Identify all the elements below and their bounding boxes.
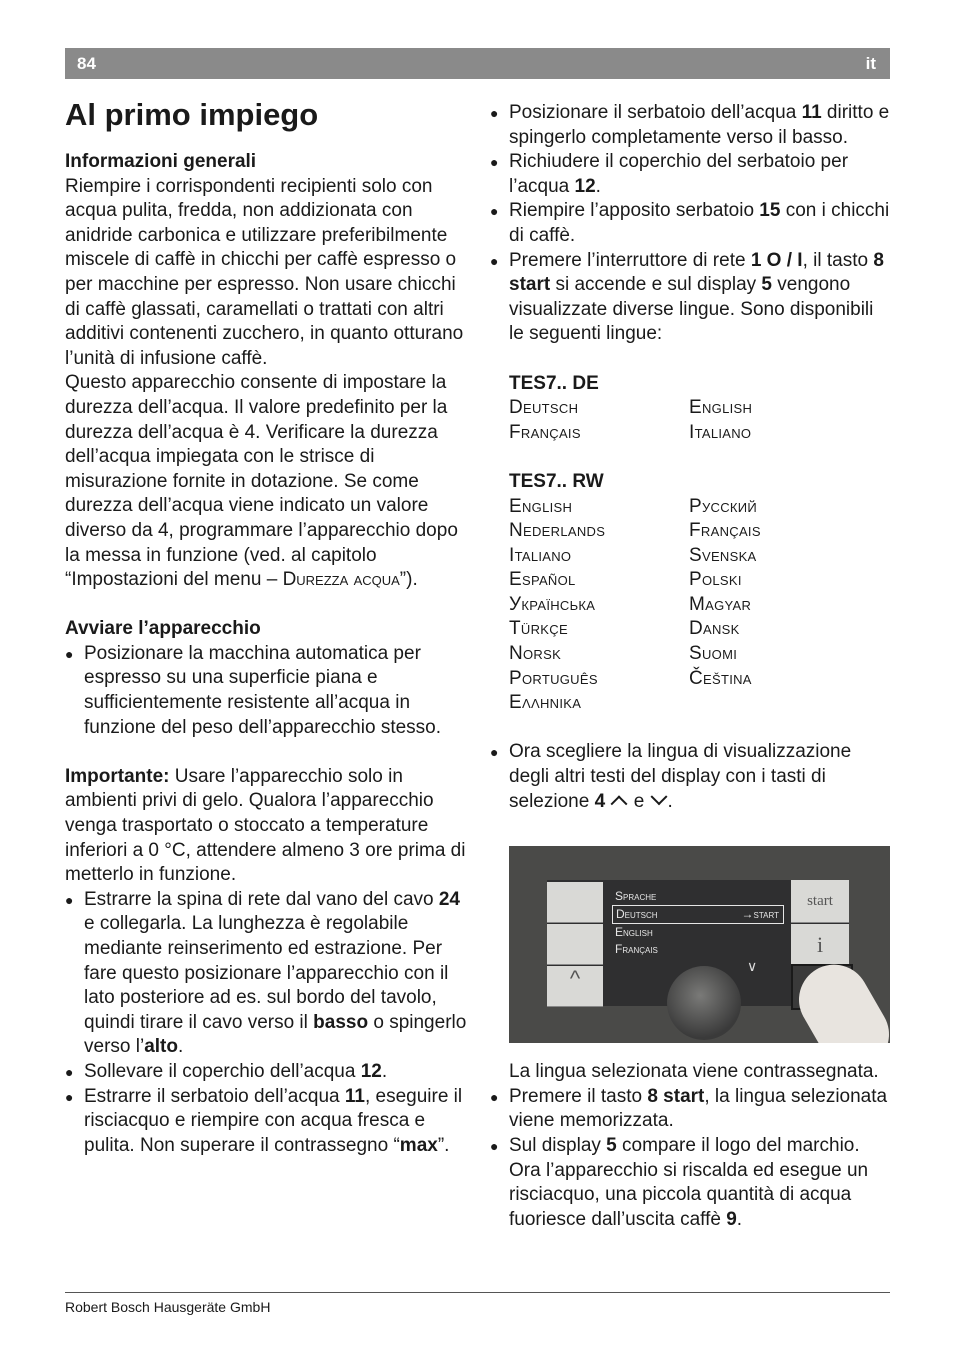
language-row (490, 593, 890, 618)
language-name: Nederlands (509, 520, 606, 542)
keyword: max (399, 1134, 438, 1156)
ref-number: 5 (761, 274, 772, 296)
up-button-icon: ^ (547, 966, 603, 1007)
keyword: 8 start (647, 1085, 705, 1107)
list-item: ● Posizionare la macchina automatica per espresso su una superficie piana e sufficientemente resistente all’acqua in funzione del peso dell’apparecchio stesso. (65, 642, 470, 740)
model-heading-de: TES7.. DE (509, 372, 599, 394)
display-selected-line (612, 905, 784, 924)
ref-number: 15 (759, 200, 781, 222)
text-run: Estrarre il serbatoio dell’acqua (84, 1085, 345, 1107)
page-header-bar (65, 48, 890, 79)
text-run: Usare l’apparecchio solo in ambienti privi di gelo. Qualora l’apparecchio venga trasportato o stoccato a temperature inferiori a 0 °C, attendere almeno 3 ore prima di metterlo in funzione. (65, 765, 466, 886)
rotary-knob (667, 966, 741, 1040)
language-name: Dansk (689, 618, 740, 640)
list-item (490, 1085, 890, 1134)
language-name: Français (509, 421, 581, 443)
language-name: Norsk (509, 643, 562, 665)
text-run: o spingerlo verso l’ (84, 1011, 467, 1058)
text-run: Sollevare il coperchio dell’acqua (84, 1060, 361, 1082)
language-row (490, 691, 890, 716)
text-run: . (736, 1208, 743, 1230)
text-run: , il tasto (802, 249, 874, 271)
ref-number: 24 (438, 888, 460, 910)
language-row (490, 568, 890, 593)
control-panel-photo (509, 846, 890, 1043)
ref-number: 5 (606, 1135, 617, 1156)
text-run: compare il logo del marchio. Ora l’apparecchio si riscalda ed esegue un risciacquo, una piccola quantità di acqua fuoriesce dall’uscita caffè (509, 1135, 869, 1230)
menu-name: Durezza acqua (282, 569, 400, 591)
language-name: Italiano (689, 421, 752, 443)
text-run: Estrarre la spina di rete dal vano del cavo (84, 888, 439, 910)
language-name: English (689, 397, 753, 419)
language-name: Magyar (689, 593, 752, 615)
text-run: Questo apparecchio consente di impostare la durezza dell’acqua. Il valore predefinito per la durezza dell’acqua è 4. Verificare la durezza dell’acqua impiegata con le strisce di misurazione fornite in dotazione. Se come durezza dell’acqua viene indicato un valore diverso da 4, programmare l’apparecchio dopo la messa in funzione (ved. al capitolo “Impostazioni del menu – (65, 372, 458, 591)
list-item (490, 199, 890, 248)
info-button: i (791, 924, 849, 967)
language-name: Čeština (689, 667, 752, 689)
info-paragraph-1: Riempire i corrispondenti recipienti solo con acqua pulita, fredda, non addizionata con anidride carbonica e utilizzare preferibilmente miscele di caffè in chicchi per caffè espresso o per macchine per espresso. Non usare chicchi di caffè glassati, caramellati o trattati con altri additivi contenenti zucchero, in quanto otturano l’unità di infusione caffè. (65, 175, 464, 369)
language-list-de (490, 396, 890, 445)
language-list-rw (490, 495, 890, 716)
text-run: ”). (399, 569, 418, 591)
language-row (490, 421, 890, 446)
language-row (490, 617, 890, 642)
info-heading: Informazioni generali (65, 151, 257, 172)
keyword: 8 start (509, 249, 884, 296)
ref-number: 9 (726, 1208, 737, 1230)
text-run: si accende e sul display (550, 274, 762, 296)
language-name: Suomi (689, 643, 738, 665)
text-run: Premere l’interruttore di rete (509, 249, 751, 271)
text-run: . (381, 1060, 388, 1082)
language-name: Italiano (509, 544, 572, 566)
text-run: Ora scegliere la lingua di visualizzazione degli altri testi del display con i tasti di selezione (509, 741, 852, 812)
after-figure-text: La lingua selezionata viene contrassegnata. (509, 1061, 879, 1083)
page-number: 84 (77, 54, 96, 73)
text-run: , eseguire il risciacquo e riempire con acqua fresca e pulita. Non superare il contrassegno “ (84, 1085, 463, 1156)
text-run: e (628, 790, 650, 812)
language-name: Ελληνικα (509, 692, 582, 714)
text-run: con i chicchi di caffè. (509, 200, 890, 246)
list-item (490, 740, 890, 814)
keyword: basso (313, 1011, 369, 1033)
important-note (65, 765, 470, 888)
ref-number: 11 (344, 1085, 365, 1107)
text-run: Posizionare il serbatoio dell’acqua (509, 102, 802, 123)
people-icon (547, 882, 603, 923)
language-name: Français (689, 520, 761, 542)
footer-divider (65, 1292, 890, 1293)
text-run: . (595, 175, 601, 197)
text-run: . (667, 790, 673, 812)
list-item (490, 150, 890, 199)
language-name: Español (509, 569, 576, 591)
start-button: start (791, 880, 849, 923)
language-name: Svenska (689, 544, 757, 566)
text-run: Richiudere il coperchio del serbatoio per l’acqua (509, 151, 849, 197)
display-chevron-down-icon: ∨ (747, 958, 758, 974)
left-column (65, 150, 470, 1158)
start-heading: Avviare l’apparecchio (65, 618, 261, 640)
list-item (490, 1134, 890, 1232)
list-item (65, 1060, 470, 1085)
language-name: Türkçe (509, 618, 568, 640)
language-row (490, 544, 890, 569)
list-item (490, 101, 890, 150)
language-code: it (865, 54, 876, 73)
text-run: Premere il tasto (509, 1085, 648, 1107)
coffee-bean-icon (547, 924, 603, 965)
page-title: Al primo impiego (65, 97, 319, 132)
text-run: ”. (437, 1134, 450, 1156)
chevron-down-icon (650, 788, 667, 805)
list-item (65, 888, 470, 1060)
text-run: , la lingua selezionata viene memorizzata. (509, 1085, 888, 1132)
language-row (490, 519, 890, 544)
language-name (689, 691, 869, 716)
keyword: alto (144, 1036, 178, 1058)
important-label: Importante: (65, 765, 170, 787)
model-heading-rw: TES7.. RW (509, 470, 604, 492)
footer-company: Robert Bosch Hausgeräte GmbH (65, 1299, 271, 1315)
ref-number: 12 (574, 175, 596, 197)
text-run: diritto e spingerlo completamente verso il basso. (509, 102, 890, 148)
text-run: Riempire l’apposito serbatoio (509, 200, 760, 222)
language-name: Português (509, 667, 598, 689)
language-name: English (509, 495, 573, 517)
ref-number: 11 (801, 102, 822, 123)
ref-number: 1 O / I (750, 249, 803, 271)
text-run: . (177, 1036, 184, 1058)
text-run: e collegarla. La lunghezza è regolabile mediante reinserimento ed estrazione. Per fare questo posizionare l’apparecchio con il lato posteriore ad es. sul bordo del tavolo, quindi tirare il cavo verso il (84, 913, 449, 1033)
display-line-4: Français (615, 942, 658, 956)
text-run: Deutsch (616, 907, 658, 921)
language-row (490, 667, 890, 692)
list-item (490, 249, 890, 347)
language-row (490, 495, 890, 520)
language-name: Polski (689, 569, 742, 591)
list-item (65, 1085, 470, 1159)
info-paragraph-2 (65, 371, 470, 592)
text-run: →start (741, 907, 779, 921)
language-row (490, 396, 890, 421)
display-line-1: Sprache (615, 889, 657, 903)
text-run: Sul display (509, 1135, 607, 1156)
ref-number: 4 (594, 790, 606, 812)
language-name: Deutsch (509, 397, 579, 419)
text-run: vengono visualizzate diverse lingue. Sono disponibili le seguenti lingue: (509, 274, 874, 345)
chevron-up-icon (611, 795, 628, 812)
display-line-3: English (615, 925, 653, 939)
ref-number: 12 (360, 1060, 382, 1082)
language-name: Українська (509, 593, 596, 615)
language-name: Русский (689, 495, 758, 517)
right-column (490, 101, 890, 1232)
language-row (490, 642, 890, 667)
